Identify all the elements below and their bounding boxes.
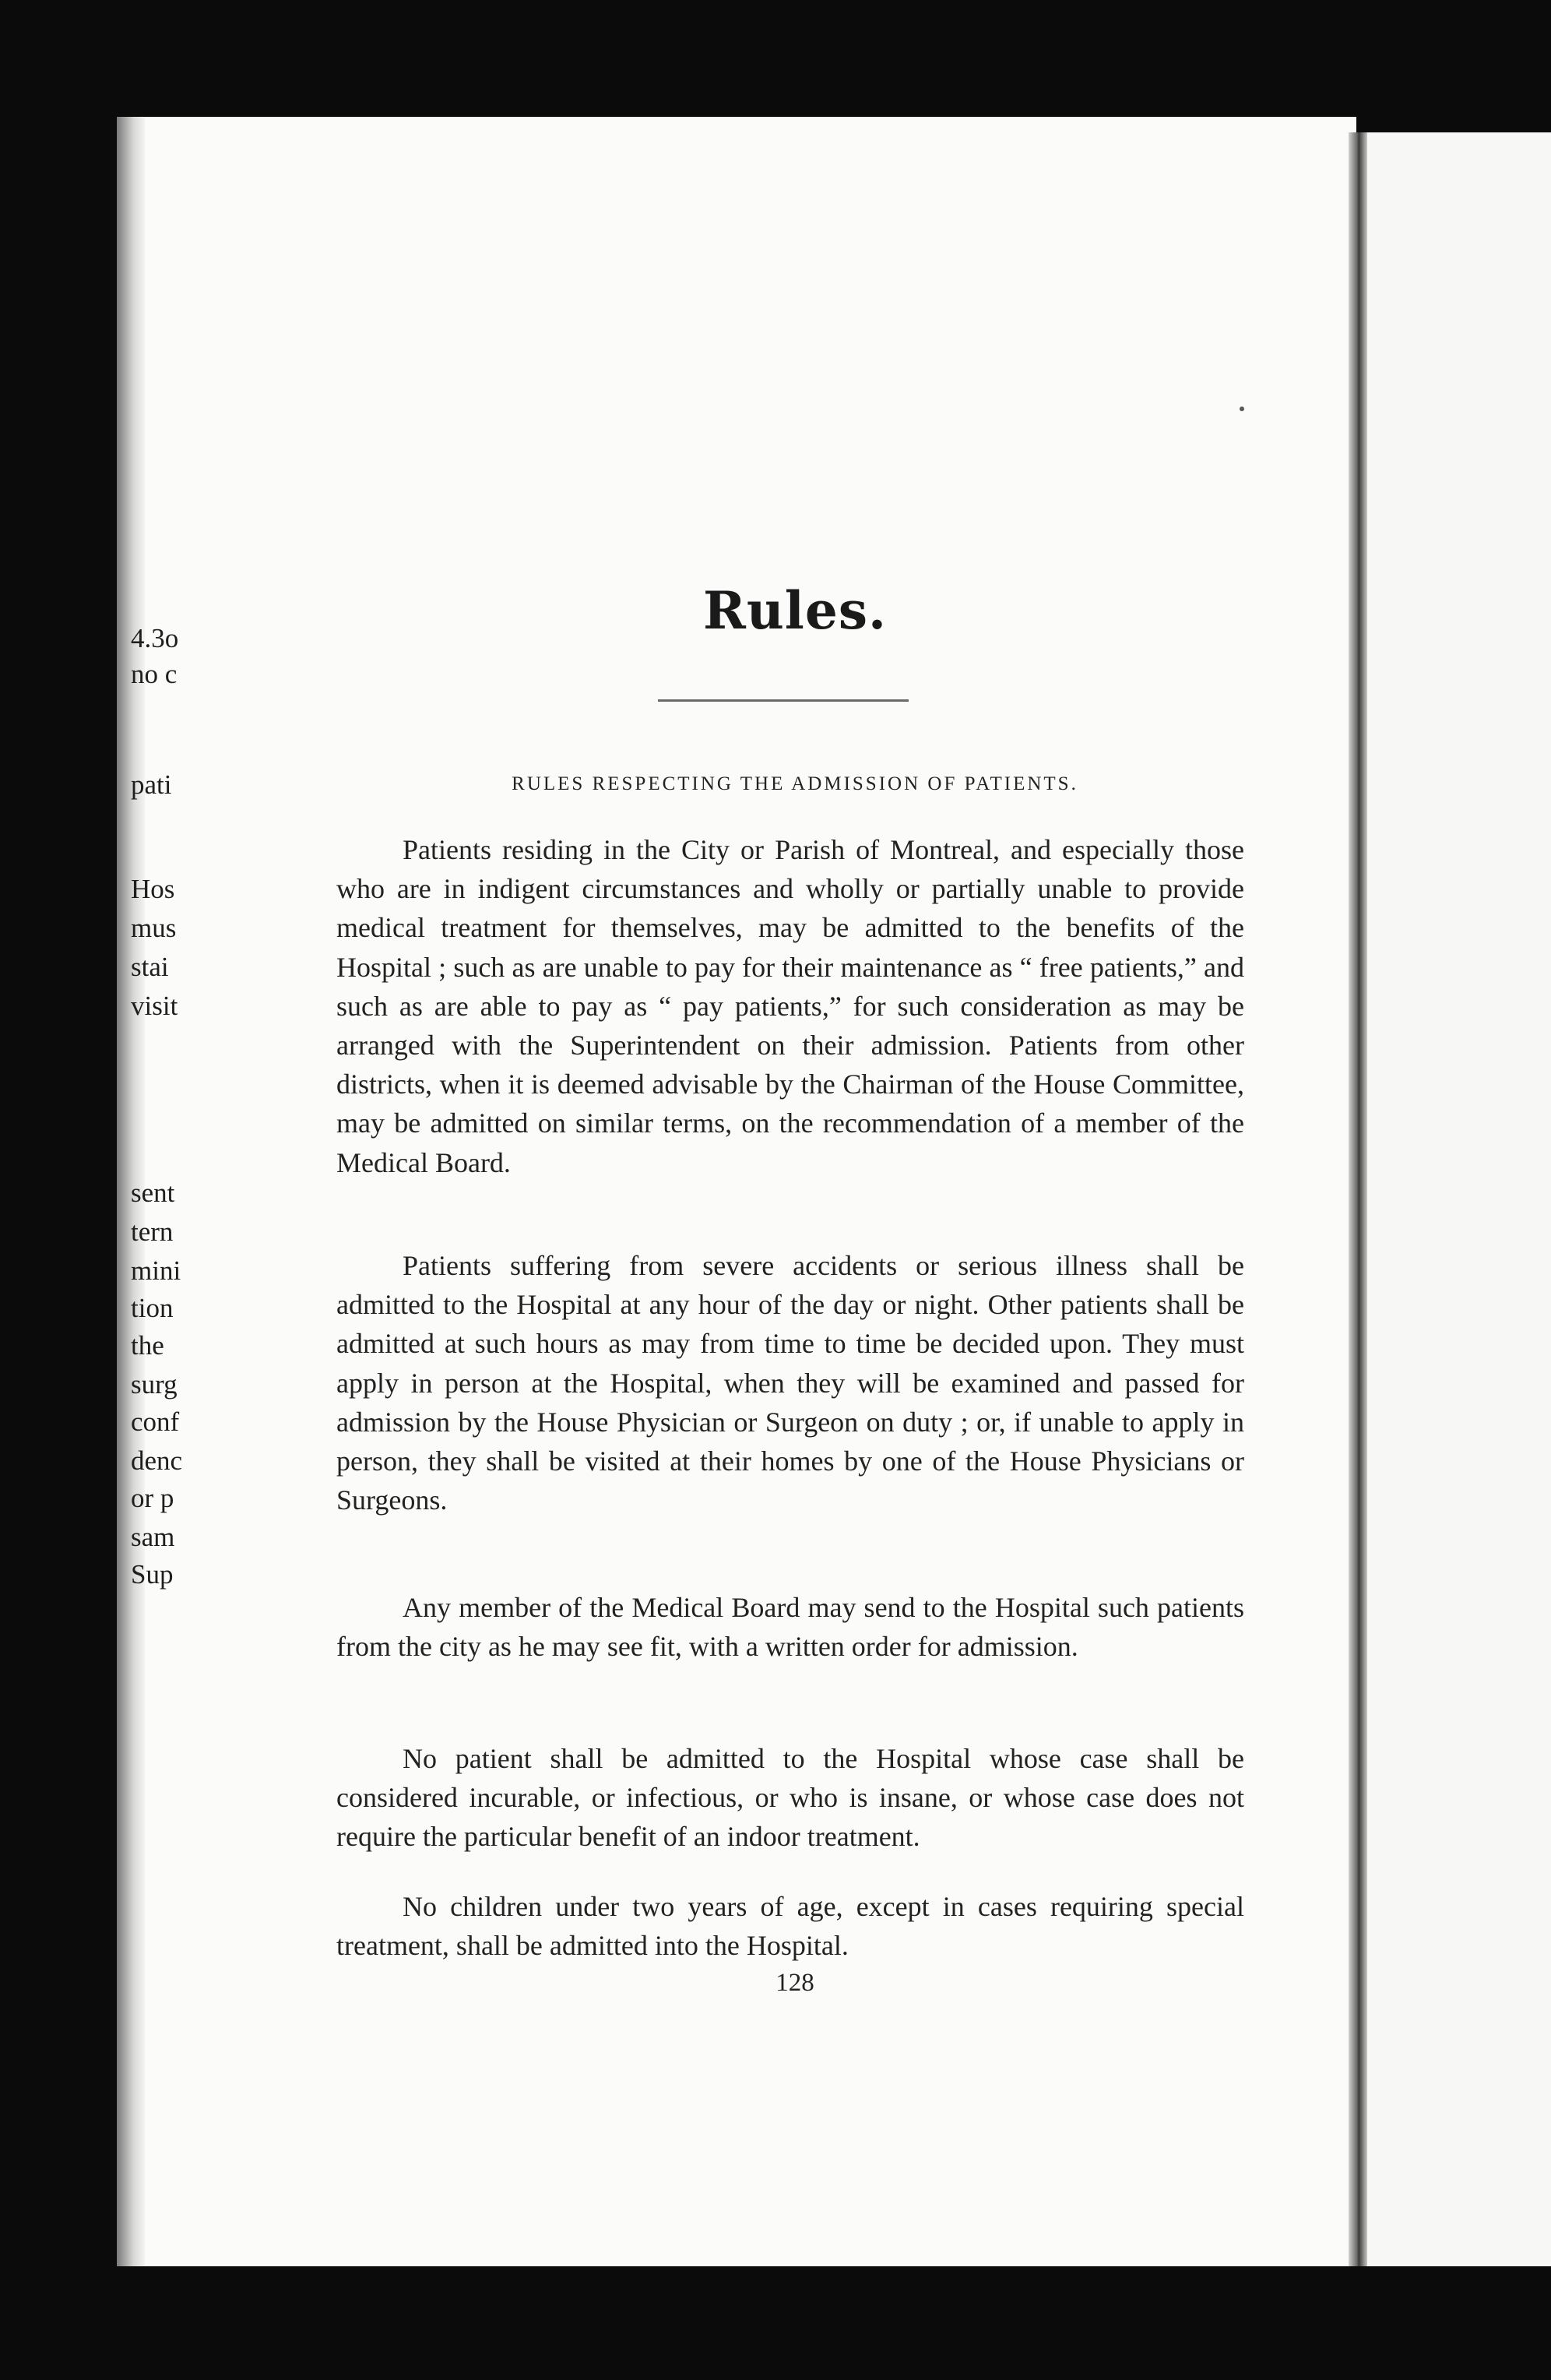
facing-page-fragment: 4.3o	[131, 623, 179, 653]
scan-speck	[1240, 407, 1244, 411]
facing-page-fragment: tion	[131, 1293, 174, 1323]
paragraph: Patients suffering from severe accidents or serious illness shall be admitted to the Hospital at any hour of the day or night. Other patients shall be admitted at such hours as may from time to time be decided upon. They must apply in person at the Hospital, when they will be examined and passed for admission by the House Physician or Surgeon on duty ; or, if unable to apply in person, they shall be visited at their homes by one of the House Physicians or Surgeons.	[336, 1250, 1244, 1516]
facing-page-fragment: sent	[131, 1178, 175, 1208]
paragraph: Patients residing in the City or Parish of Montreal, and especially those who are in indigent circumstances and wholly or partially unable to provide medical treatment for themselves, may be admitted to the benefits of the Hospital ; such as are unable to pay for their maintenance as “ free patients,” and such as are able to pay as “ pay patients,” for such consideration as may be arranged with the Superintendent on their admission. Patients from other districts, when it is deemed advisable by the Chairman of the House Committee, may be admitted on similar terms, on the recommendation of a member of the Medical Board.	[336, 834, 1244, 1178]
title-rule	[658, 699, 909, 702]
facing-page-fragment: visit	[131, 991, 178, 1021]
paragraph: No children under two years of age, except in cases requiring special treatment, shall be admitted into the Hospital.	[336, 1891, 1244, 1962]
facing-page-fragment: tern	[131, 1216, 174, 1247]
facing-page-fragment: or p	[131, 1483, 174, 1513]
facing-page-fragment: pati	[131, 769, 172, 800]
facing-page-fragment: denc	[131, 1445, 183, 1476]
book-gutter	[1349, 132, 1367, 2266]
facing-page-fragment: sam	[131, 1522, 175, 1552]
facing-page-fragment: the	[131, 1330, 164, 1361]
facing-page-fragment: stai	[131, 952, 169, 982]
paragraph: No patient shall be admitted to the Hospital whose case shall be considered incurable, or infectious, or who is insane, or whose case does not require the particular benefit of an indoor treatment.	[336, 1743, 1244, 1853]
facing-page-fragment: Sup	[131, 1559, 174, 1590]
facing-page	[1367, 132, 1551, 2266]
paragraph: Any member of the Medical Board may send to the Hospital such patients from the city as he may see fit, with a written order for admission.	[336, 1592, 1244, 1663]
facing-page-fragment: no c	[131, 659, 178, 689]
facing-page-fragment: surg	[131, 1369, 178, 1399]
section-title: RULES RESPECTING THE ADMISSION OF PATIENTS.	[512, 773, 1078, 794]
facing-page-fragment: mini	[131, 1255, 181, 1286]
facing-page-fragment: conf	[131, 1407, 180, 1437]
facing-page-fragment: Hos	[131, 874, 175, 904]
page-number: 128	[776, 1969, 814, 1997]
page-heading: Rules.	[702, 580, 888, 641]
facing-page-fragment: mus	[131, 913, 177, 943]
